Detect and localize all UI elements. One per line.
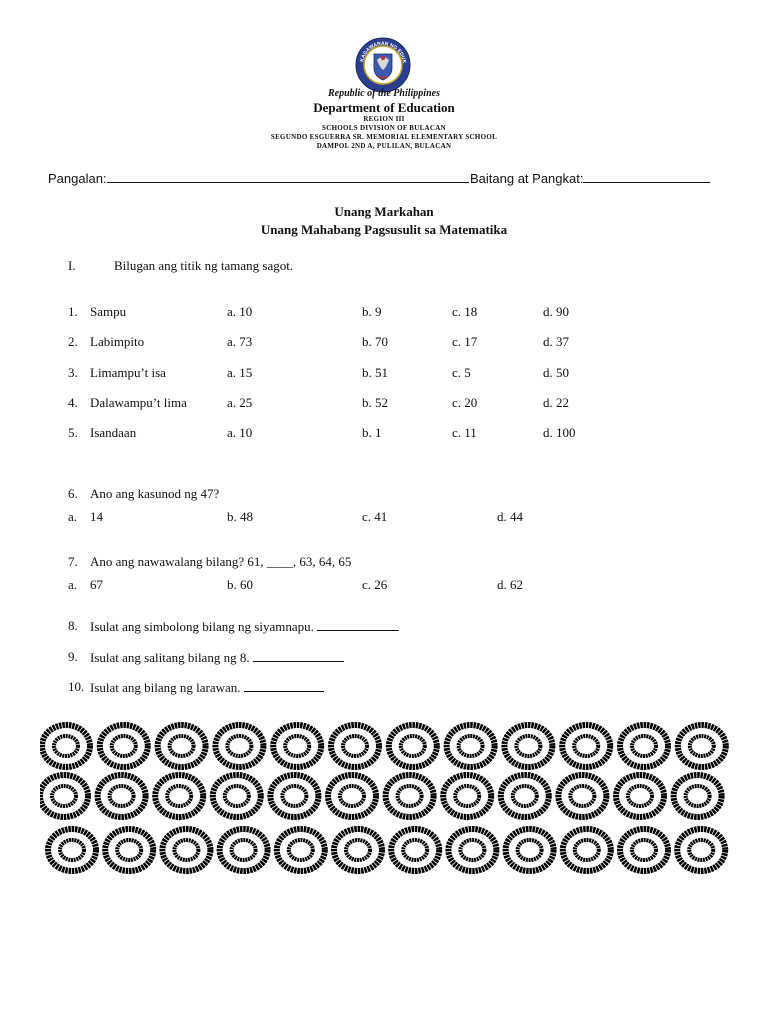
- item-word: Dalawampu’t lima: [90, 395, 187, 410]
- ring-figure: [558, 775, 606, 817]
- q8-line: [90, 618, 399, 635]
- item-number: 5.: [68, 425, 78, 440]
- choice-b[interactable]: b. 1: [362, 425, 382, 440]
- ring-figure: [158, 725, 206, 767]
- q7-choice-a[interactable]: 67: [90, 577, 103, 592]
- q7-text: Ano ang nawawalang bilang? 61, ____, 63, 64, 65: [90, 554, 352, 569]
- item-word: Isandaan: [90, 425, 137, 440]
- q6-choice-b[interactable]: b. 48: [227, 509, 253, 524]
- ring-figure: [616, 775, 664, 817]
- ring-figure: [678, 725, 726, 767]
- choice-a[interactable]: a. 15: [227, 365, 253, 380]
- q6-choice-d[interactable]: d. 44: [497, 509, 523, 524]
- q10-number: 10.: [68, 679, 85, 694]
- ring-figure: [562, 725, 610, 767]
- choice-d[interactable]: d. 90: [543, 304, 569, 319]
- ring-figure: [501, 775, 549, 817]
- grade-blank-line[interactable]: [583, 170, 710, 183]
- ring-figure: [328, 775, 376, 817]
- ring-figure: [155, 775, 203, 817]
- ring-figure: [620, 725, 668, 767]
- choice-a[interactable]: a. 10: [227, 304, 253, 319]
- item-word: Labimpito: [90, 334, 145, 349]
- ring-figure: [40, 775, 88, 817]
- choice-b[interactable]: b. 9: [362, 304, 382, 319]
- choice-a[interactable]: a. 25: [227, 395, 253, 410]
- q8-number: 8.: [68, 618, 78, 633]
- ring-figure: [563, 829, 611, 871]
- q10-text: Isulat ang bilang ng larawan.: [90, 680, 241, 695]
- q8-answer-blank[interactable]: [317, 618, 399, 631]
- grade-field[interactable]: [470, 170, 710, 186]
- ring-figure: [620, 829, 668, 871]
- ring-figure: [677, 829, 725, 871]
- q6-choice-a-letter[interactable]: a.: [68, 509, 78, 524]
- address-heading: DAMPOL 2ND A, PULILAN, BULACAN: [316, 142, 452, 150]
- q9-answer-blank[interactable]: [253, 649, 344, 662]
- ring-figure: [98, 775, 146, 817]
- q7-choice-a-letter[interactable]: a.: [68, 577, 78, 592]
- choice-d[interactable]: d. 100: [543, 425, 576, 440]
- q8-text: Isulat ang simbolong bilang ng siyamnapu.: [90, 619, 314, 634]
- ring-figure: [220, 829, 268, 871]
- ring-figure: [213, 775, 261, 817]
- counting-picture: [40, 722, 740, 882]
- q10-line: [90, 679, 324, 696]
- ring-figure: [277, 829, 325, 871]
- q10-answer-blank[interactable]: [244, 679, 324, 692]
- division-heading: SCHOOLS DIVISION OF BULACAN: [322, 124, 446, 132]
- ring-figure: [443, 775, 491, 817]
- item-number: 1.: [68, 304, 78, 319]
- choice-c[interactable]: c. 18: [452, 304, 478, 319]
- choice-c[interactable]: c. 20: [452, 395, 478, 410]
- choice-d[interactable]: d. 50: [543, 365, 569, 380]
- ring-figure: [105, 829, 153, 871]
- ring-figure: [448, 829, 496, 871]
- q7-number: 7.: [68, 554, 78, 569]
- ring-figure: [447, 725, 495, 767]
- q9-text: Isulat ang salitang bilang ng 8.: [90, 650, 250, 665]
- choice-a[interactable]: a. 73: [227, 334, 253, 349]
- seal-text: KAGAWARAN NG EDUK: [359, 40, 407, 64]
- q7-choice-c[interactable]: c. 26: [362, 577, 388, 592]
- ring-figure: [215, 725, 263, 767]
- deped-seal-logo: [355, 37, 411, 93]
- item-number: 2.: [68, 334, 78, 349]
- item-word: Sampu: [90, 304, 127, 319]
- q9-number: 9.: [68, 649, 78, 664]
- ring-figure: [389, 725, 437, 767]
- item-number: 3.: [68, 365, 78, 380]
- ring-figure: [504, 725, 552, 767]
- q9-line: [90, 649, 344, 666]
- choice-b[interactable]: b. 52: [362, 395, 388, 410]
- ring-figure: [162, 829, 210, 871]
- name-label: Pangalan:: [48, 171, 107, 186]
- q6-choice-a[interactable]: 14: [90, 509, 103, 524]
- choice-a[interactable]: a. 10: [227, 425, 253, 440]
- choice-b[interactable]: b. 51: [362, 365, 388, 380]
- ring-figure: [48, 829, 96, 871]
- quarter-title: Unang Markahan: [334, 204, 434, 219]
- q6-number: 6.: [68, 486, 78, 501]
- exam-title: Unang Mahabang Pagsusulit sa Matematika: [260, 222, 508, 237]
- ring-figure: [100, 725, 148, 767]
- item-number: 4.: [68, 395, 78, 410]
- choice-d[interactable]: d. 22: [543, 395, 569, 410]
- grade-label: Baitang at Pangkat:: [470, 171, 584, 186]
- ring-figure: [270, 775, 318, 817]
- choice-c[interactable]: c. 11: [452, 425, 477, 440]
- republic-heading: Republic of the Philippines: [328, 88, 440, 99]
- section-number: I.: [68, 258, 76, 273]
- ring-figure: [273, 725, 321, 767]
- name-field[interactable]: [48, 170, 469, 186]
- section-instruction: Bilugan ang titik ng tamang sagot.: [114, 258, 294, 273]
- q6-text: Ano ang kasunod ng 47?: [90, 486, 220, 501]
- school-heading: SEGUNDO ESGUERRA SR. MEMORIAL ELEMENTARY SCHOOL: [270, 133, 498, 141]
- q7-choice-d[interactable]: d. 62: [497, 577, 523, 592]
- ring-figure: [386, 775, 434, 817]
- name-blank-line[interactable]: [107, 170, 469, 183]
- q7-choice-b[interactable]: b. 60: [227, 577, 253, 592]
- ring-figure: [331, 725, 379, 767]
- department-heading: Department of Education: [313, 100, 455, 115]
- q6-choice-c[interactable]: c. 41: [362, 509, 388, 524]
- choice-c[interactable]: c. 17: [452, 334, 478, 349]
- choice-b[interactable]: b. 70: [362, 334, 388, 349]
- choice-d[interactable]: d. 37: [543, 334, 569, 349]
- region-heading: REGION III: [363, 115, 405, 123]
- ring-figure: [334, 829, 382, 871]
- ring-figure: [391, 829, 439, 871]
- ring-figure: [506, 829, 554, 871]
- ring-figure: [674, 775, 722, 817]
- choice-c[interactable]: c. 5: [452, 365, 471, 380]
- item-word: Limampu’t isa: [90, 365, 166, 380]
- ring-figure: [42, 725, 90, 767]
